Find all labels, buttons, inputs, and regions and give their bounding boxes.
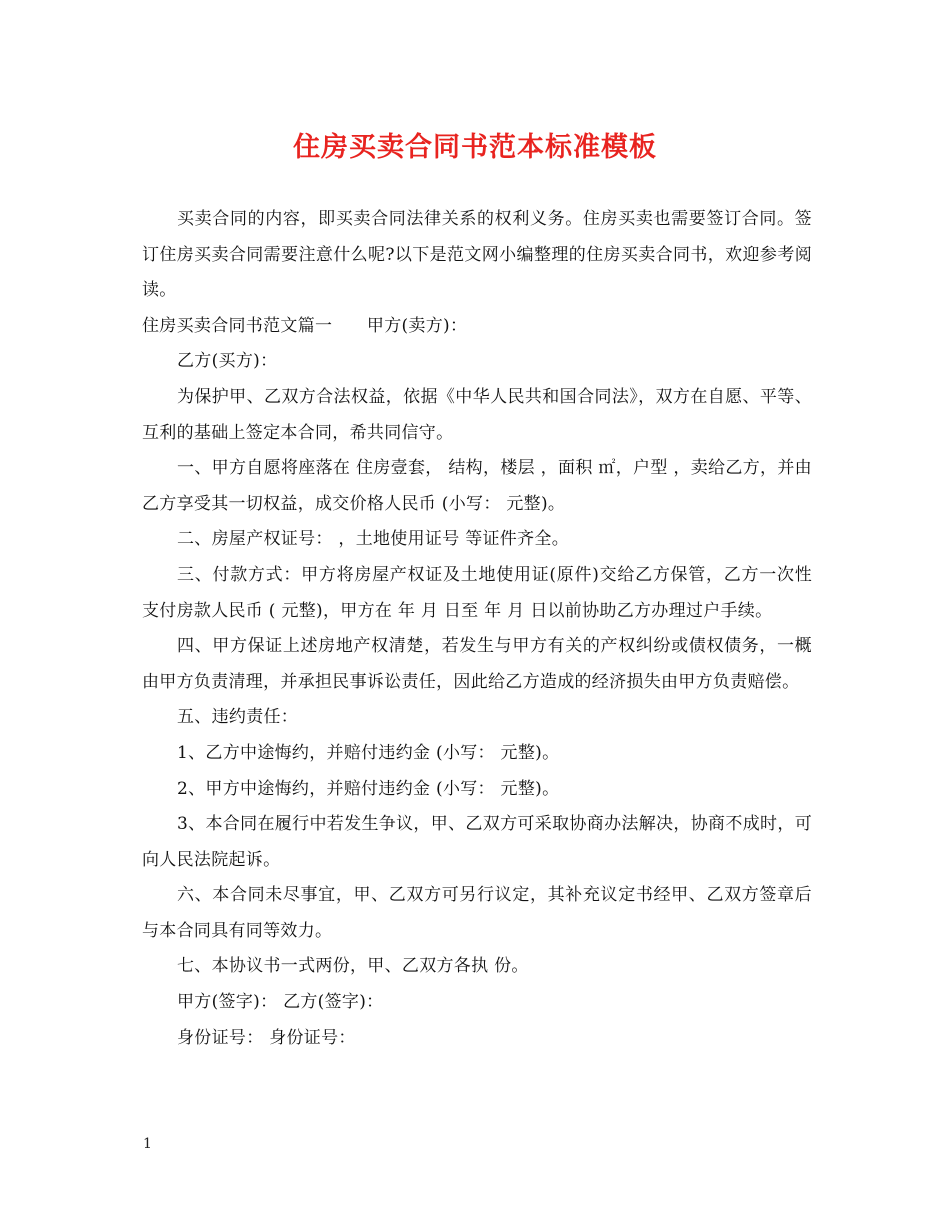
clause-seven: 七、本协议书一式两份，甲、乙双方各执 份。 [177, 956, 529, 977]
document-title: 住房买卖合同书范本标准模板 [293, 132, 657, 163]
document-body [142, 202, 812, 1056]
intro-paragraph: 买卖合同的内容，即买卖合同法律关系的权利义务。住房买卖也需要签订合同。签订住房买卖合同需要注意什么呢?以下是范文网小编整理的住房买卖合同书，欢迎参考阅读。 [142, 209, 812, 301]
page-number: 1 [143, 1136, 152, 1152]
contract-heading-line: 住房买卖合同书范文篇一 甲方(卖方)： [142, 315, 468, 336]
clause-five-item-2: 2、甲方中途悔约，并赔付违约金 (小写： 元整)。 [177, 778, 560, 799]
clause-six: 六、本合同未尽事宜，甲、乙双方可另行议定，其补充议定书经甲、乙双方签章后与本合同具有同等效力。 [142, 885, 812, 941]
clause-two: 二、房屋产权证号： ，土地使用证号 等证件齐全。 [177, 529, 570, 550]
id-number-line: 身份证号： 身份证号： [177, 1027, 356, 1048]
clause-five-item-1: 1、乙方中途悔约，并赔付违约金 (小写： 元整)。 [177, 742, 560, 763]
clause-three: 三、付款方式：甲方将房屋产权证及土地使用证(原件)交给乙方保管，乙方一次性支付房款人民币 ( 元整)，甲方在 年 月 日至 年 月 日以前协助乙方办理过户手续。 [142, 564, 812, 621]
clause-five-heading: 五、违约责任： [177, 707, 299, 728]
clause-five-item-3: 3、本合同在履行中若发生争议，甲、乙双方可采取协商办法解决，协商不成时，可向人民法院起诉。 [142, 814, 812, 870]
preamble-paragraph: 为保护甲、乙双方合法权益，依据《中华人民共和国合同法》，双方在自愿、平等、互利的基础上签定本合同，希共同信守。 [142, 386, 812, 443]
signature-line: 甲方(签字)： 乙方(签字)： [177, 992, 384, 1013]
clause-four: 四、甲方保证上述房地产权清楚，若发生与甲方有关的产权纠纷或债权债务，一概由甲方负责清理，并承担民事诉讼责任，因此给乙方造成的经济损失由甲方负责赔偿。 [142, 636, 812, 692]
clause-one: 一、甲方自愿将座落在 住房壹套， 结构，楼层 ，面积 ㎡，户型 ，卖给乙方，并由乙方享受其一切权益，成交价格人民币 (小写： 元整)。 [142, 458, 812, 514]
buyer-line: 乙方(买方)： [177, 351, 278, 372]
